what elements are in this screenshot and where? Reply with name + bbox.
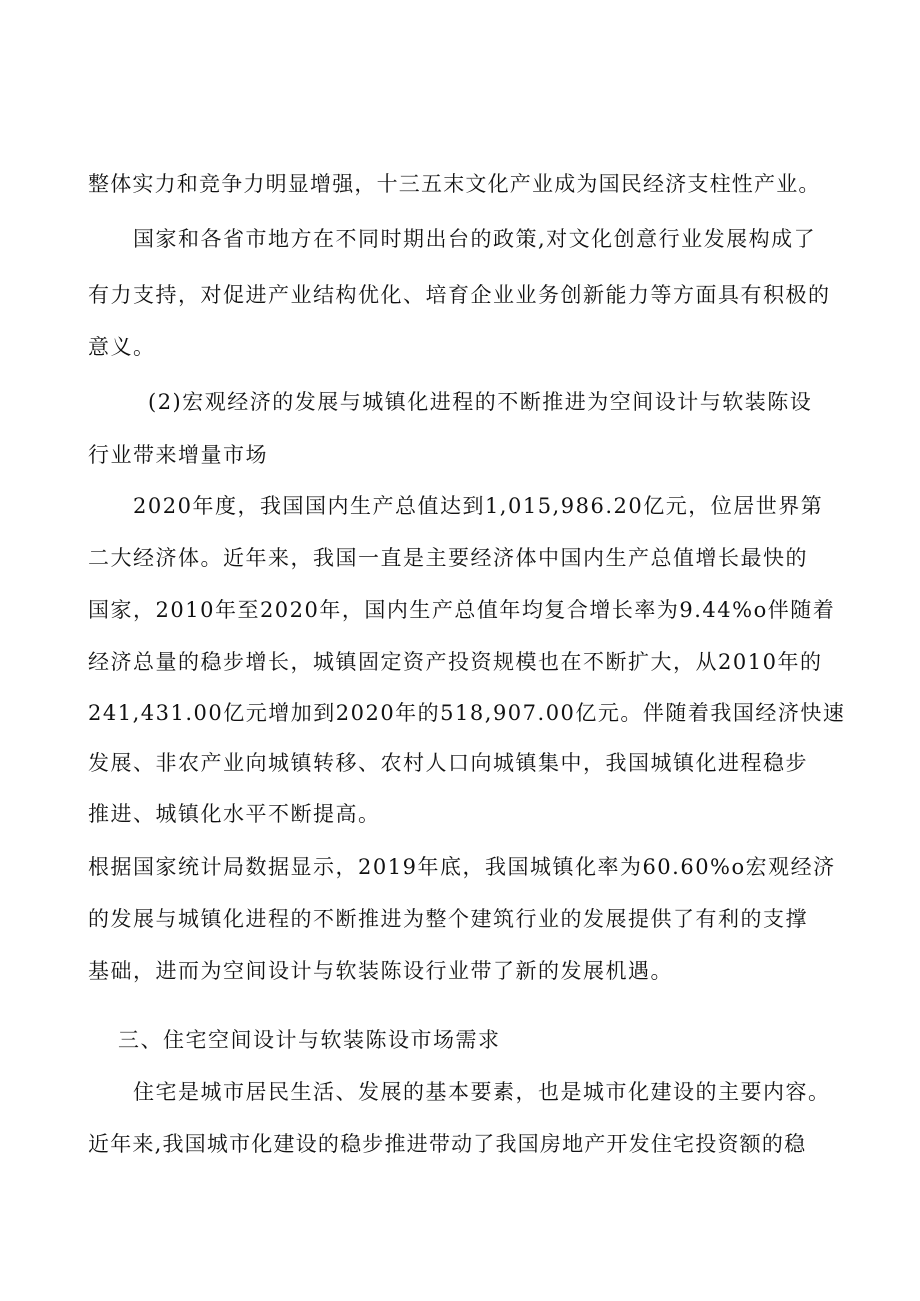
- paragraph-line: 发展、非农产业向城镇转移、农村人口向城镇集中，我国城镇化进程稳步: [88, 751, 808, 775]
- paragraph-line: 意义。: [88, 335, 156, 359]
- subsection-heading-line: 行业带来增量市场: [88, 443, 268, 467]
- paragraph-line: 二大经济体。近年来，我国一直是主要经济体中国内生产总值增长最快的: [88, 546, 808, 570]
- section-heading: 三、住宅空间设计与软装陈设市场需求: [118, 1028, 501, 1052]
- paragraph-line: 经济总量的稳步增长，城镇固定资产投资规模也在不断扩大，从2010年的: [88, 650, 823, 674]
- paragraph-line: 的发展与城镇化进程的不断推进为整个建筑行业的发展提供了有利的支撑: [88, 907, 808, 931]
- paragraph-line: 整体实力和竞争力明显增强，十三五末文化产业成为国民经济支柱性产业。: [88, 172, 821, 196]
- paragraph-line: 推进、城镇化水平不断提高。: [88, 802, 381, 826]
- paragraph-line: 住宅是城市居民生活、发展的基本要素，也是城市化建设的主要内容。: [133, 1080, 831, 1104]
- paragraph-line: 有力支持，对促进产业结构优化、培育企业业务创新能力等方面具有积极的: [88, 283, 831, 307]
- paragraph-line: 国家和各省市地方在不同时期出台的政策,对文化创意行业发展构成了: [133, 227, 817, 251]
- paragraph-line: 近年来,我国城市化建设的稳步推进带动了我国房地产开发住宅投资额的稳: [88, 1132, 807, 1156]
- paragraph-line: 241,431.00亿元增加到2020年的518,907.00亿元。伴随着我国经济快速: [88, 701, 846, 725]
- paragraph-line: 2020年度，我国国内生产总值达到1,015,986.20亿元，位居世界第: [133, 494, 824, 518]
- paragraph-line: 国家，2010年至2020年，国内生产总值年均复合增长率为9.44%o伴随着: [88, 598, 836, 622]
- paragraph-line: 根据国家统计局数据显示，2019年底，我国城镇化率为60.60%o宏观经济: [88, 855, 836, 879]
- subsection-heading-line: (2)宏观经济的发展与城镇化进程的不断推进为空间设计与软装陈设: [148, 390, 813, 414]
- paragraph-line: 基础，进而为空间设计与软装陈设行业带了新的发展机遇。: [88, 959, 673, 983]
